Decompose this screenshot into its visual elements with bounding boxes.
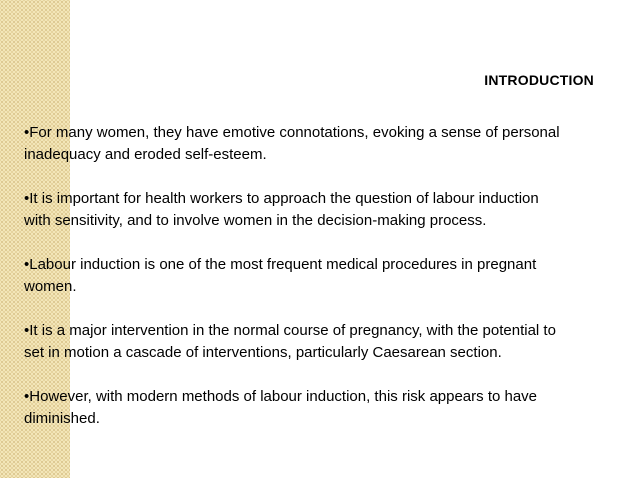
bullet-item-3: •Labour induction is one of the most frequent medical procedures in pregnant women. (24, 256, 537, 295)
bullet-item-1: •For many women, they have emotive connotations, evoking a sense of personal inadequacy and eroded self-esteem. (24, 124, 560, 163)
slide-heading: INTRODUCTION (484, 72, 594, 88)
bullet-item-4: •It is a major intervention in the normal course of pregnancy, with the potential to set in motion a cascade of interventions, particularly Caesarean section. (24, 322, 556, 361)
bullet-item-2: •It is important for health workers to approach the question of labour induction with sensitivity, and to involve women in the decision-making process. (24, 190, 539, 229)
bullet-list (24, 122, 624, 452)
bullet-item-5: •However, with modern methods of labour induction, this risk appears to have diminished. (24, 388, 538, 427)
